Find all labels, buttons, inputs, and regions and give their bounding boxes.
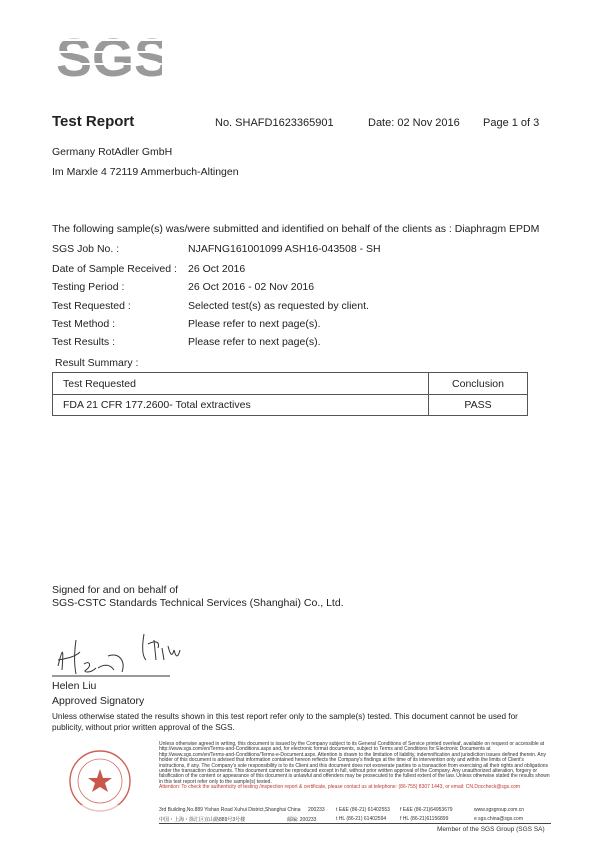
signature-graphic: [52, 630, 182, 682]
footer-divider: [159, 823, 551, 824]
field-value-test-method: Please refer to next page(s).: [188, 318, 321, 330]
client-name: Germany RotAdler GmbH: [52, 146, 173, 158]
address-english: 3rd Building,No.889 Yishan Road Xuhui District,Shanghai China: [159, 807, 301, 813]
company-seal-stamp: [56, 747, 156, 817]
seal-graphic: [56, 747, 156, 817]
phone-hl: t HL (86-21) 61402594: [336, 816, 387, 822]
general-conditions-text: Unless otherwise agreed in writing, this document is issued by the Company subject to its General Conditions of Service printed overleaf, available on request or accessible at http://www.sgs.com/en/Terms-and-Conditions.aspx and, for electronic format documents, subject to Terms and Conditions for Electronic Documents at http://www.sgs.com/en/Terms-and-Conditions/Terms-e-Document.aspx. Attention is drawn to the limitation of liability, indemnification and jurisdiction issues defined therein. Any holder of this document is advised that information contained hereon reflects the Company's findings at the time of its intervention only and within the limits of Client's instructions, if any. The Company's sole responsibility is to its Client and this document does not exonerate parties to a transaction from exercising all their rights and obligations under the transaction documents. This document cannot be reproduced except in full, without prior written approval of the Company. Any unauthorized alteration, forgery or falsification of the content or appearance of this document is unlawful and offenders may be prosecuted to the fullest extent of the law. Unless otherwise stated the results shown in this test report refer only to the sample(s) tested.: [159, 741, 550, 785]
handwritten-signature: [52, 630, 182, 682]
authenticity-attention: Attention: To check the authenticity of testing /inspection report & certificate, please contact us at telephone: (86-755) 8307 1443, or email: CN.Doccheck@sgs.com: [159, 784, 521, 791]
sgs-logo-graphic: [52, 26, 162, 84]
field-value-sample-received: 26 Oct 2016: [188, 263, 246, 275]
report-title: Test Report: [52, 113, 135, 130]
result-summary-label: Result Summary :: [55, 357, 139, 369]
email: e sgs.china@sgs.com: [474, 816, 523, 822]
field-label-test-requested: Test Requested :: [52, 300, 131, 312]
signatory-title: Approved Signatory: [52, 695, 145, 707]
field-label-testing-period: Testing Period :: [52, 281, 125, 293]
field-value-test-requested: Selected test(s) as requested by client.: [188, 300, 369, 312]
intro-text: The following sample(s) was/were submitted and identified on behalf of the clients as : Diaphragm EPDM: [52, 223, 540, 235]
member-text: Member of the SGS Group (SGS SA): [437, 826, 545, 833]
company-name: SGS-CSTC Standards Technical Services (Shanghai) Co., Ltd.: [52, 597, 344, 609]
phone-ee: t E&E (86-21) 61402553: [336, 807, 390, 813]
table-cell-conclusion: PASS: [429, 395, 528, 416]
table-cell-test: FDA 21 CFR 177.2600- Total extractives: [53, 395, 429, 416]
fine-print: [159, 742, 551, 791]
signed-for-text: Signed for and on behalf of: [52, 584, 179, 596]
field-label-job-no: SGS Job No. :: [52, 243, 120, 255]
result-table: [52, 372, 528, 416]
sgs-logo: [52, 26, 162, 84]
field-label-test-method: Test Method :: [52, 318, 116, 330]
logo-text: SGS: [56, 28, 162, 84]
notice-text: Unless otherwise stated the results shown in this test report refer only to the sample(s) tested. This document cannot be used for publicity, without prior written approval of the SGS.: [52, 712, 518, 732]
field-value-test-results: Please refer to next page(s).: [188, 336, 321, 348]
field-value-job-no: NJAFNG161001099 ASH16-043508 - SH: [188, 243, 381, 255]
table-row: [53, 395, 528, 416]
field-value-testing-period: 26 Oct 2016 - 02 Nov 2016: [188, 281, 315, 293]
report-number: No. SHAFD1623365901: [215, 117, 334, 129]
table-header-conclusion: Conclusion: [429, 373, 528, 395]
fax-ee: f E&E (86-21)64953679: [400, 807, 453, 813]
table-header-row: [53, 373, 528, 395]
field-label-sample-received: Date of Sample Received :: [52, 263, 177, 275]
field-label-test-results: Test Results :: [52, 336, 116, 348]
client-address: Im Marxle 4 72119 Ammerbuch-Altingen: [52, 166, 239, 178]
page-number: Page 1 of 3: [483, 117, 540, 129]
website: www.sgsgroup.com.cn: [474, 807, 525, 813]
postcode-chinese: 邮编: 200233: [287, 817, 317, 823]
address-chinese: 中国・上海・徐汇区宜山路889号3号楼: [159, 817, 246, 823]
table-header-test-requested: Test Requested: [53, 373, 429, 395]
postcode-english: 200233: [308, 807, 325, 813]
signatory-name: Helen Liu: [52, 680, 97, 692]
report-date: Date: 02 Nov 2016: [368, 117, 460, 129]
fax-hl: f HL (86-21)61156899: [400, 816, 449, 822]
